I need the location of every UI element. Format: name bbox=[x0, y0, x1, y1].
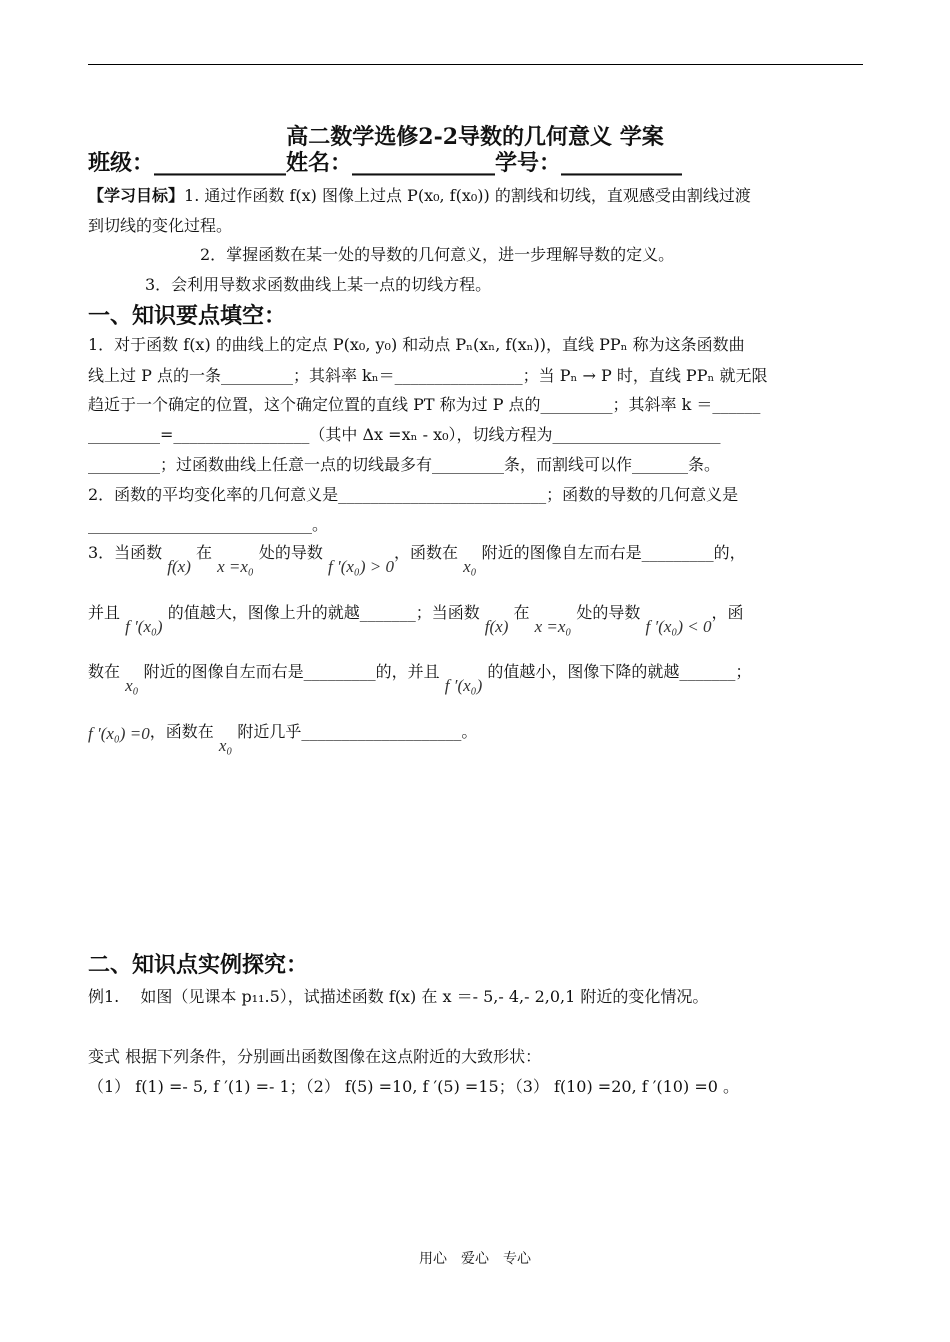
q1-line3: 趋近于一个确定的位置，这个确定位置的直线 PT 称为过 P 点的_________；其斜率 k ＝______ bbox=[88, 395, 761, 414]
page-title: 高二数学选修2-2导数的几何意义 学案 bbox=[286, 124, 664, 150]
goals-label: 【学习目标】 bbox=[88, 186, 185, 205]
q1-line1: 1．对于函数 f(x) 的曲线上的定点 P(x₀, y₀) 和动点 Pₙ(xₙ, f(xₙ))，直线 PPₙ 称为这条函数曲 bbox=[88, 335, 745, 354]
top-rule bbox=[88, 64, 863, 65]
q3-text: 在 bbox=[195, 543, 212, 562]
q3-line4 bbox=[88, 722, 478, 755]
variant-intro: 变式 根据下列条件，分别画出函数图像在这点附近的大致形状： bbox=[88, 1047, 542, 1066]
section1-heading: 一、知识要点填空： bbox=[88, 303, 287, 329]
q1-line5: _________；过函数曲线上任意一点的切线最多有_________条，而割线可以作_______条。 bbox=[88, 455, 721, 474]
q1-line4: _________=_________________（其中 Δx =xₙ - x₀），切线方程为_____________________ bbox=[88, 425, 721, 444]
math-derivative-zero: f ′(x₀) =0 bbox=[88, 724, 150, 743]
q3-text: 的值越小，图像下降的就越_______； bbox=[487, 662, 752, 681]
variant-items: （1） f(1) =- 5, f ′(1) =- 1；（2） f(5) =10, f ′(5) =15；（3） f(10) =20, f ′(10) =0 。 bbox=[88, 1077, 739, 1096]
q3-text: ，函数在 bbox=[149, 722, 214, 741]
q3-text: 数在 bbox=[88, 662, 121, 681]
q3-line3 bbox=[88, 662, 752, 695]
q3-text: 附近的图像自左而右是_________的，并且 bbox=[143, 662, 440, 681]
q3-text: ，函数在 bbox=[393, 543, 458, 562]
q3-line1 bbox=[88, 543, 746, 576]
goal-1a bbox=[88, 186, 751, 206]
q3-text: 附近的图像自左而右是_________的， bbox=[481, 543, 746, 562]
math-derivative: f ′(x₀) bbox=[444, 676, 483, 695]
header-fields: 班级：____________姓名：_____________学号：___________ bbox=[88, 150, 683, 176]
goal-1a-text: 1. 通过作函数 f(x) 图像上过点 P(x₀, f(x₀)) 的割线和切线，直观感受由割线过渡 bbox=[184, 186, 751, 205]
goal-1b: 到切线的变化过程。 bbox=[88, 216, 233, 235]
math-derivative-positive: f ′(x₀) > 0 bbox=[328, 557, 394, 576]
q1-line2: 线上过 P 点的一条_________；其斜率 kₙ＝________________；当 Pₙ → P 时，直线 PPₙ 就无限 bbox=[88, 366, 768, 385]
q3-text: 的值越大，图像上升的就越_______；当函数 bbox=[167, 603, 480, 622]
math-fx: f(x) bbox=[484, 617, 509, 636]
q3-line2 bbox=[88, 603, 744, 636]
section2-heading: 二、知识点实例探究： bbox=[88, 952, 309, 978]
q3-text: 在 bbox=[513, 603, 530, 622]
math-x-eq-x0: x =x₀ bbox=[217, 557, 254, 576]
q3-text: 3．当函数 bbox=[88, 543, 163, 562]
goal-3: 3．会利用导数求函数曲线上某一点的切线方程。 bbox=[145, 275, 492, 294]
q3-text: 处的导数 bbox=[576, 603, 641, 622]
q3-text: ，函 bbox=[711, 603, 744, 622]
q2-line1: 2．函数的平均变化率的几何意义是__________________________；函数的导数的几何意义是 bbox=[88, 485, 739, 504]
q3-text: 附近几乎____________________。 bbox=[237, 722, 478, 741]
math-fx: f(x) bbox=[167, 557, 191, 576]
page-footer: 用心 爱心 专心 bbox=[419, 1251, 531, 1267]
math-x0: x₀ bbox=[125, 676, 139, 695]
example-1: 例1. 如图（见课本 p₁₁.5），试描述函数 f(x) 在 x ＝- 5,- 4,- 2,0,1 附近的变化情况。 bbox=[88, 987, 709, 1006]
math-derivative: f ′(x₀) bbox=[125, 617, 163, 636]
math-x-eq-x0: x =x₀ bbox=[534, 617, 572, 636]
q3-text: 处的导数 bbox=[258, 543, 323, 562]
goal-2: 2．掌握函数在某一处的导数的几何意义，进一步理解导数的定义。 bbox=[200, 245, 675, 264]
math-x0: x₀ bbox=[218, 736, 233, 755]
math-x0: x₀ bbox=[463, 557, 477, 576]
q3-text: 并且 bbox=[88, 603, 121, 622]
math-derivative-negative: f ′(x₀) < 0 bbox=[645, 617, 712, 636]
q2-line2: ____________________________。 bbox=[88, 515, 329, 534]
